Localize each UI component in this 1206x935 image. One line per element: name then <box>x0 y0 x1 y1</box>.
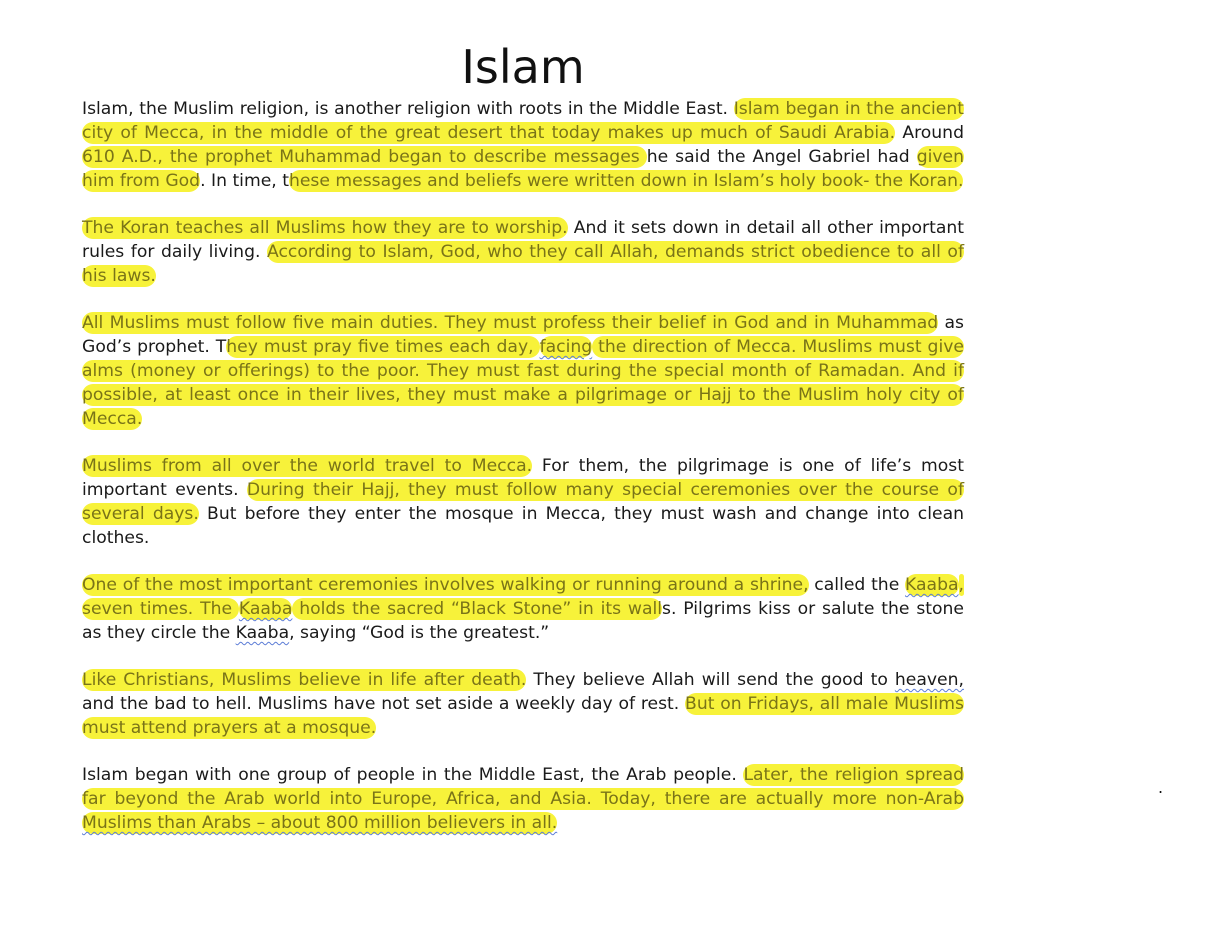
paragraph-text: Kaaba <box>235 623 290 643</box>
highlighted-text: hey must pray five times each day, <box>226 337 540 357</box>
highlighted-text: One of the most important ceremonies involves walking or running around a shrine, <box>82 575 809 595</box>
paragraph-text: Around <box>895 123 964 143</box>
highlighted-text: Kaaba <box>238 599 293 619</box>
highlighted-text: Like Christians, Muslims believe in life after death. <box>82 670 527 690</box>
paragraph-3 <box>82 311 964 431</box>
highlighted-text: Muslims from all over the world travel to Mecca. <box>82 456 533 476</box>
highlighted-text: given him from God <box>82 147 965 191</box>
highlighted-text: 610 A.D., the prophet Muhammad began to describe messages <box>82 147 647 167</box>
paragraph-text: as God’s prophet. T <box>82 313 965 357</box>
paragraph-text: and the bad to hell. Muslims have not set aside a weekly day of rest. <box>82 694 686 714</box>
highlighted-text: the direction of Mecca. Muslims must give alms (money or offerings) to the poor. They must fast during the special month of Ramadan. And if possible, at least once in their lives, they must make a pilgrimage or Hajj to the Muslim holy city of Mecca. <box>82 337 964 429</box>
highlighted-text: Later, the religion spread far beyond the Arab world into Europe, Africa, and Asia. Today, there are actually more non-Arab <box>82 765 965 809</box>
highlighted-text: , seven times. The <box>82 575 964 619</box>
highlighted-text: holds the sacred “Black Stone” in its wall <box>292 599 663 619</box>
highlighted-text: The Koran teaches all Muslims how they are to worship. <box>82 218 568 238</box>
paragraph-text: And it sets down in detail all other important rules for daily living. <box>82 218 964 262</box>
highlighted-text: But on Fridays, all male Muslims must attend prayers at a mosque. <box>82 694 964 738</box>
paragraph-text: But before they enter the mosque in Mecca, they must wash and change into clean clothes. <box>82 504 964 548</box>
paragraph-text: Islam began with one group of people in the Middle East, the Arab people. <box>82 765 744 785</box>
page-title: Islam <box>461 40 585 94</box>
stray-mark: . <box>1158 778 1164 797</box>
paragraph-text: They believe Allah will send the good to <box>526 670 895 690</box>
highlighted-text: During their Hajj, they must follow many special ceremonies over the course of several days. <box>82 480 964 524</box>
paragraph-text: , saying “God is the greatest.” <box>289 623 550 643</box>
highlighted-text: Islam began in the ancient city of Mecca, in the middle of the great desert that today makes up much of Saudi Arabia. <box>82 99 964 143</box>
paragraph-1 <box>82 97 964 193</box>
highlighted-text: facing <box>539 337 593 357</box>
paragraph-2 <box>82 216 964 288</box>
document-body <box>82 97 964 858</box>
paragraph-5 <box>82 573 964 645</box>
highlighted-text: Muslims than Arabs – about 800 million believers in all. <box>82 813 558 833</box>
highlighted-text: According to Islam, God, who they call Allah, demands strict obedience to all of his laws. <box>82 242 964 286</box>
paragraph-6 <box>82 668 964 740</box>
paragraph-4 <box>82 454 964 550</box>
paragraph-text: he said the Angel Gabriel had <box>646 147 917 167</box>
paragraph-text: Islam, the Muslim religion, is another religion with roots in the Middle East. <box>82 99 734 119</box>
paragraph-text: heaven, <box>894 670 964 690</box>
highlighted-text: All Muslims must follow five main duties. They must profess their belief in God and in Muhammad <box>82 313 939 333</box>
paragraph-text: s. Pilgrims kiss or salute the stone as they circle the <box>82 599 964 643</box>
paragraph-7 <box>82 763 964 835</box>
highlighted-text: Kaaba <box>905 575 959 595</box>
paragraph-text: For them, the pilgrimage is one of life’s most important events. <box>82 456 964 500</box>
paragraph-text: called the <box>808 575 906 595</box>
highlighted-text: hese messages and beliefs were written down in Islam’s holy book- the Koran. <box>288 171 964 191</box>
paragraph-text: . In time, t <box>200 171 289 191</box>
